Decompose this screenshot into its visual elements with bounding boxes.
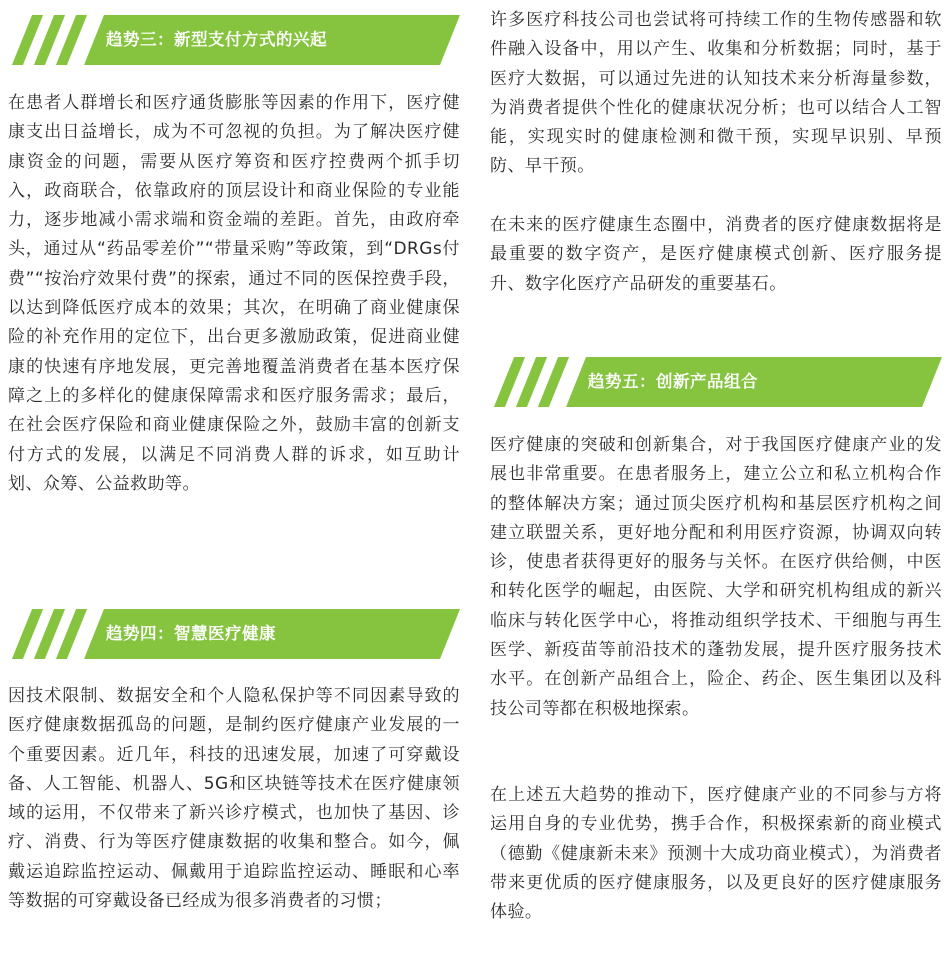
trend3-banner (8, 15, 460, 65)
trend5-body: 医疗健康的突破和创新集合，对于我国医疗健康产业的发展也非常重要。在患者服务上，建立公立和私立机构合作的整体解决方案；通过顶尖医疗机构和基层医疗机构之间建立联盟关系，更好地分配和利用医疗资源，协调双向转诊，使患者获得更好的服务与关怀。在医疗供给侧，中医和转化医学的崛起，由医院、大学和研究机构组成的新兴临床与转化医学中心，将推动组织学技术、干细胞与再生医学、新疫苗等前沿技术的蓬勃发展，提升医疗服务技术水平。在创新产品组合上，险企、药企、医生集团以及科技公司等都在积极地探索。 (490, 435, 942, 719)
ecosystem-paragraph: 在未来的医疗健康生态圈中，消费者的医疗健康数据将是最重要的数字资产，是医疗健康模式创新、医疗服务提升、数字化医疗产品研发的重要基石。 (490, 215, 942, 294)
trend4-continuation: 许多医疗科技公司也尝试将可持续工作的生物传感器和软件融入设备中，用以产生、收集和分析数据；同时，基于医疗大数据，可以通过先进的认知技术来分析海量参数，为消费者提供个性化的健康状况分析；也可以结合人工智能，实现实时的健康检测和微干预，实现早识别、早预防、早干预。 (490, 10, 942, 177)
trend3-title: 趋势三：新型支付方式的兴起 (106, 30, 327, 49)
trend4-body: 因技术限制、数据安全和个人隐私保护等不同因素导致的医疗健康数据孤岛的问题，是制约医疗健康产业发展的一个重要因素。近几年，科技的迅速发展，加速了可穿戴设备、人工智能、机器人、5G和区块链等技术在医疗健康领域的运用，不仅带来了新兴诊疗模式，也加快了基因、诊疗、消费、行为等医疗健康数据的收集和整合。如今，佩戴运追踪监控运动、佩戴用于追踪监控运动、睡眠和心率等数据的可穿戴设备已经成为很多消费者的习惯； (8, 686, 460, 912)
trend5-banner (490, 357, 942, 407)
conclusion-paragraph: 在上述五大趋势的推动下，医疗健康产业的不同参与方将运用自身的专业优势，携手合作，积极探索新的商业模式（德勤《健康新未来》预测十大成功商业模式），为消费者带来更优质的医疗健康服务，以及更良好的医疗健康服务体验。 (490, 785, 942, 923)
trend4-title: 趋势四：智慧医疗健康 (106, 624, 276, 643)
trend5-title: 趋势五：创新产品组合 (588, 372, 758, 391)
trend4-banner (8, 609, 460, 659)
trend3-body: 在患者人群增长和医疗通货膨胀等因素的作用下，医疗健康支出日益增长，成为不可忽视的负担。为了解决医疗健康资金的问题，需要从医疗筹资和医疗控费两个抓手切入，政商联合，依靠政府的顶层设计和商业保险的专业能力，逐步地减小需求端和资金端的差距。首先，由政府牵头，通过从“药品零差价”“带量采购”等政策，到“DRGs付费”“按治疗效果付费”的探索，通过不同的医保控费手段，以达到降低医疗成本的效果；其次，在明确了商业健康保险的补充作用的定位下，出台更多激励政策，促进商业健康的快速有序地发展，更完善地覆盖消费者在基本医疗保障之上的多样化的健康保障需求和医疗服务需求；最后，在社会医疗保险和商业健康保险之外，鼓励丰富的创新支付方式的发展，以满足不同消费人群的诉求，如互助计划、众筹、公益救助等。 (8, 93, 460, 494)
